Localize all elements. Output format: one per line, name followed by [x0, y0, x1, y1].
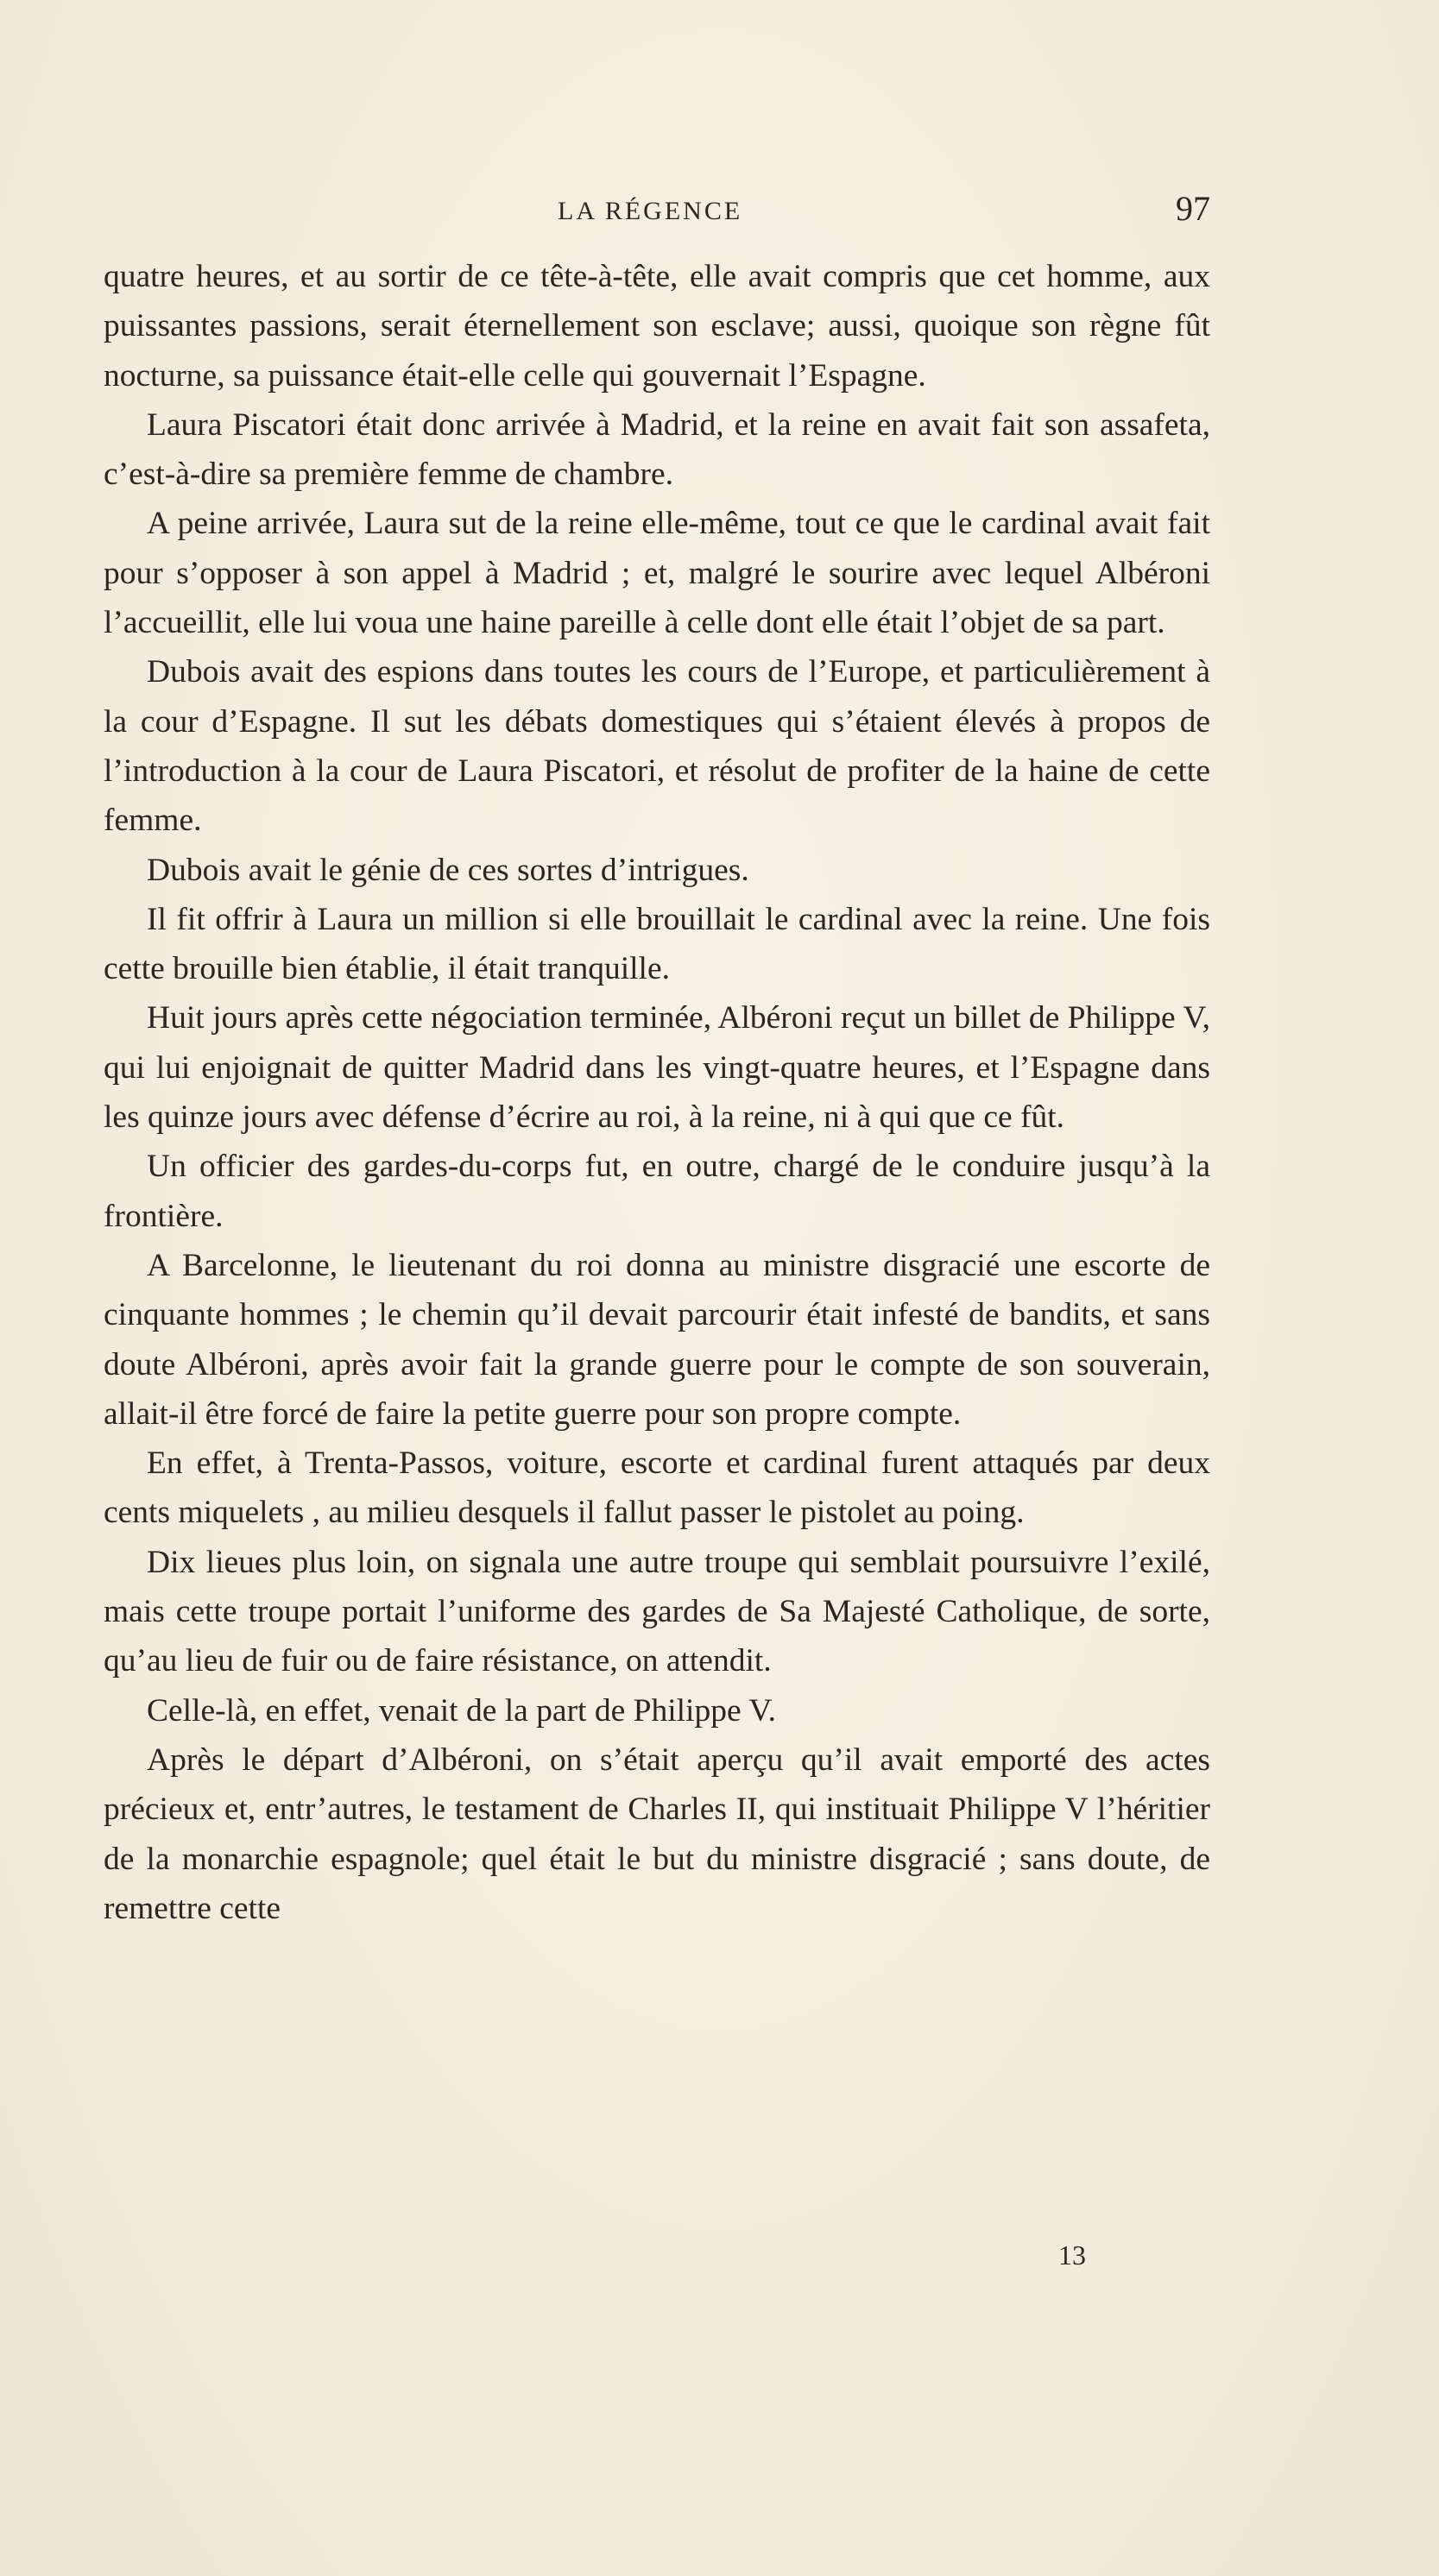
paragraph: Dubois avait des espions dans toutes les cours de l’Europe, et particulièrement à la cour d’Espagne. Il sut les débats domestiques qui s’étaient élevés à propos de l’introduction à la cour de Laura Piscatori, et résolut de profiter de la haine de cette femme.	[104, 654, 1210, 839]
paragraph: Dix lieues plus loin, on signala une autre troupe qui semblait poursuivre l’exilé, mais cette troupe portait l’uniforme des gardes de Sa Majesté Catholique, de sorte, qu’au lieu de fuir ou de faire résistance, on attendit.	[104, 1544, 1210, 1679]
paragraph: Laura Piscatori était donc arrivée à Madrid, et la reine en avait fait son assafeta, c’est-à-dire sa première femme de chambre.	[104, 406, 1210, 493]
paragraph: quatre heures, et au sortir de ce tête-à-tête, elle avait compris que cet homme, aux puissantes passions, serait éternellement son esclave; aussi, quoique son règne fût nocturne, sa puissance était-elle celle qui gouvernait l’Espagne.	[104, 259, 1210, 394]
paragraph: Dubois avait le génie de ces sortes d’intrigues.	[147, 852, 749, 888]
paragraph: Après le départ d’Albéroni, on s’était aperçu qu’il avait emporté des actes précieux et, entr’autres, le testament de Charles II, qui instituait Philippe V l’héritier de la monarchie espagnole; quel était le but du ministre disgracié ; sans doute, de remettre cette	[104, 1741, 1210, 1926]
paragraph: A peine arrivée, Laura sut de la reine elle-même, tout ce que le cardinal avait fait pour s’opposer à son appel à Madrid ; et, malgré le sourire avec lequel Albéroni l’accueillit, elle lui voua une haine pareille à celle dont elle était l’objet de sa part.	[104, 506, 1210, 641]
page-number: 97	[1176, 189, 1210, 228]
signature-mark: 13	[1058, 2239, 1086, 2271]
paragraph: Celle-là, en effet, venait de la part de Philippe V.	[147, 1692, 776, 1729]
body-text	[104, 252, 1210, 1933]
paragraph: Un officier des gardes-du-corps fut, en outre, chargé de le conduire jusqu’à la frontière.	[104, 1149, 1210, 1234]
paragraph: Huit jours après cette négociation terminée, Albéroni reçut un billet de Philippe V, qui lui enjoignait de quitter Madrid dans les vingt-quatre heures, et l’Espagne dans les quinze jours avec défense d’écrire au roi, à la reine, ni à qui que ce fût.	[104, 1000, 1210, 1136]
page-header	[104, 188, 1210, 240]
paragraph: A Barcelonne, le lieutenant du roi donna au ministre disgracié une escorte de cinquante hommes ; le chemin qu’il devait parcourir était infesté de bandits, et sans doute Albéroni, après avoir fait la grande guerre pour le compte de son souverain, allait-il être forcé de faire la petite guerre pour son propre compte.	[104, 1247, 1210, 1432]
paragraph: En effet, à Trenta-Passos, voiture, escorte et cardinal furent attaqués par deux cents miquelets , au milieu desquels il fallut passer le pistolet au poing.	[104, 1445, 1210, 1531]
paragraph: Il fit offrir à Laura un million si elle brouillait le cardinal avec la reine. Une fois cette brouille bien établie, il était tranquille.	[104, 901, 1210, 987]
running-title: LA RÉGENCE	[558, 197, 743, 225]
